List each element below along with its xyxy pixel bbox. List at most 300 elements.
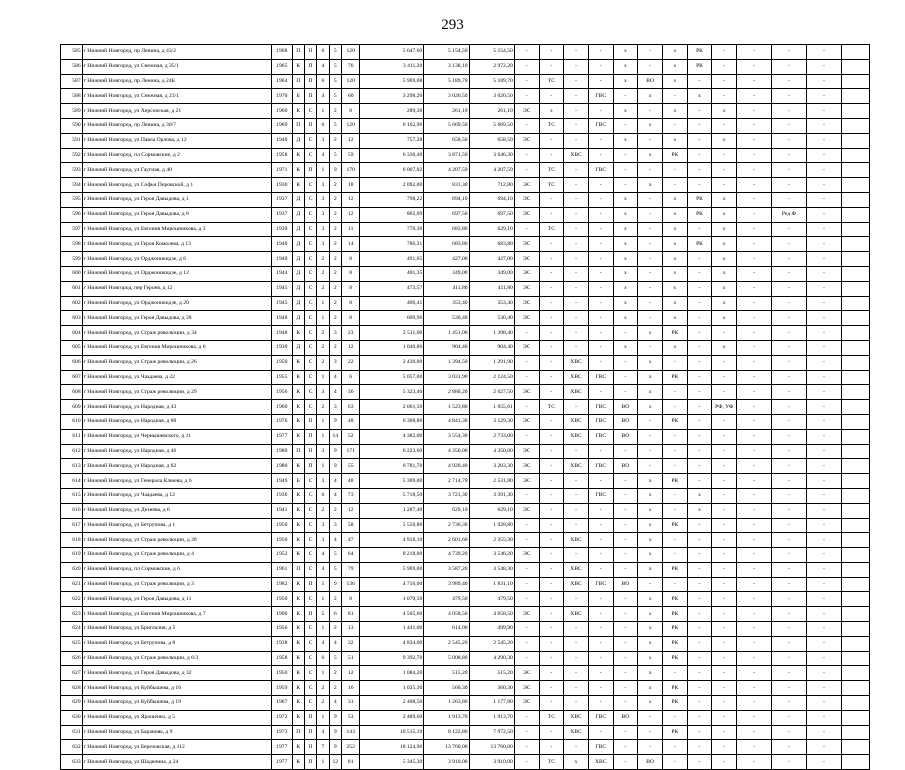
roof-type-cell: С <box>304 533 316 548</box>
service-cell: - <box>772 355 807 370</box>
row-number-cell: 598 <box>61 237 83 252</box>
address-cell: г Нижний Новгород, ул Софьи Перовской, д 1 <box>82 178 271 193</box>
service-cell: ТС <box>539 710 564 725</box>
service-cell: - <box>539 548 564 563</box>
total-area-cell: 6 007,02 <box>360 163 424 178</box>
wall-material-cell: Д <box>292 133 304 148</box>
service-cell: - <box>806 281 841 296</box>
total-area-cell: 406,41 <box>360 296 424 311</box>
service-cell: - <box>806 607 841 622</box>
roof-type-cell: С <box>304 548 316 563</box>
private-area-cell: 3 546,20 <box>469 548 514 563</box>
service-cell: - <box>806 74 841 89</box>
wall-material-cell: К <box>292 385 304 400</box>
year-cell: 1955 <box>271 370 292 385</box>
roof-type-cell: С <box>304 503 316 518</box>
living-area-cell: 694,10 <box>424 192 469 207</box>
service-cell: - <box>564 474 589 489</box>
service-cell: - <box>806 192 841 207</box>
table-row <box>61 385 870 400</box>
service-cell: х <box>712 222 737 237</box>
wall-material-cell: К <box>292 370 304 385</box>
empty-cell <box>841 622 869 637</box>
service-cell: - <box>806 755 841 770</box>
service-cell: х <box>638 370 663 385</box>
service-cell: - <box>662 385 687 400</box>
service-cell: - <box>737 192 772 207</box>
service-cell: - <box>712 444 737 459</box>
table-row <box>61 400 870 415</box>
apartments-cell: 170 <box>341 163 360 178</box>
roof-type-cell: П <box>304 740 316 755</box>
service-cell: - <box>638 281 663 296</box>
service-cell: ТС <box>539 400 564 415</box>
service-cell: ЭС <box>514 385 539 400</box>
service-cell: - <box>687 518 712 533</box>
apartments-cell: 252 <box>341 740 360 755</box>
entrances-cell: 2 <box>329 207 341 222</box>
total-area-cell: 5 345,30 <box>360 755 424 770</box>
entrances-cell: 5 <box>329 562 341 577</box>
address-cell: г Нижний Новгород, ул Героя Давыдова, д 1 <box>82 192 271 207</box>
table-row <box>61 252 870 267</box>
service-cell: РК <box>662 148 687 163</box>
service-cell: - <box>564 74 589 89</box>
apartments-cell: 52 <box>341 429 360 444</box>
table-row <box>61 503 870 518</box>
service-cell: - <box>613 89 638 104</box>
service-cell: х <box>662 340 687 355</box>
row-number-cell: 633 <box>61 755 83 770</box>
private-area-cell: 629,10 <box>469 503 514 518</box>
floors-cell: 4 <box>317 148 329 163</box>
service-cell: РК <box>687 45 712 60</box>
private-area-cell: 1 291,90 <box>469 355 514 370</box>
service-cell: - <box>687 133 712 148</box>
roof-type-cell: П <box>304 459 316 474</box>
floors-cell: 2 <box>317 503 329 518</box>
service-cell: - <box>514 710 539 725</box>
service-cell: - <box>712 474 737 489</box>
roof-type-cell: П <box>304 755 316 770</box>
service-cell: - <box>613 651 638 666</box>
service-cell: - <box>662 533 687 548</box>
service-cell: - <box>687 592 712 607</box>
service-cell: - <box>806 429 841 444</box>
service-cell: - <box>687 577 712 592</box>
year-cell: 1965 <box>271 59 292 74</box>
wall-material-cell: Д <box>292 296 304 311</box>
service-cell: - <box>662 666 687 681</box>
row-number-cell: 599 <box>61 252 83 267</box>
floors-cell: 1 <box>317 414 329 429</box>
living-area-cell: 4 058,50 <box>424 607 469 622</box>
entrances-cell: 2 <box>329 178 341 193</box>
service-cell: - <box>712 533 737 548</box>
year-cell: 1949 <box>271 474 292 489</box>
service-cell: - <box>737 45 772 60</box>
total-area-cell: 4 505,60 <box>360 607 424 622</box>
service-cell: - <box>737 636 772 651</box>
private-area-cell: 1 913,70 <box>469 710 514 725</box>
service-cell: - <box>514 518 539 533</box>
roof-type-cell: П <box>304 414 316 429</box>
address-cell: г Нижний Новгород, ул Чернышевского, д 11 <box>82 429 271 444</box>
service-cell: - <box>806 710 841 725</box>
service-cell: - <box>539 385 564 400</box>
service-cell: ЭС <box>514 237 539 252</box>
table-row <box>61 577 870 592</box>
service-cell: ГВС <box>588 163 613 178</box>
apartments-cell: 120 <box>341 118 360 133</box>
service-cell: - <box>772 548 807 563</box>
service-cell: - <box>613 148 638 163</box>
service-cell: - <box>613 740 638 755</box>
empty-cell <box>841 636 869 651</box>
apartments-cell: 120 <box>341 74 360 89</box>
apartments-cell: 12 <box>341 133 360 148</box>
address-cell: г Нижний Новгород, ул Страж революции, д 4 <box>82 548 271 563</box>
service-cell: х <box>662 45 687 60</box>
service-cell: - <box>737 607 772 622</box>
service-cell: - <box>772 696 807 711</box>
wall-material-cell: К <box>292 414 304 429</box>
year-cell: 1976 <box>271 414 292 429</box>
service-cell: РК <box>662 622 687 637</box>
apartments-cell: 143 <box>341 725 360 740</box>
floors-cell: 3 <box>317 385 329 400</box>
table-row <box>61 592 870 607</box>
service-cell: х <box>638 636 663 651</box>
service-cell: - <box>564 296 589 311</box>
service-cell: х <box>638 681 663 696</box>
private-area-cell: 5 189,70 <box>469 74 514 89</box>
apartments-cell: 79 <box>341 562 360 577</box>
private-area-cell: 360,30 <box>469 681 514 696</box>
service-cell: - <box>712 740 737 755</box>
private-area-cell: 479,50 <box>469 592 514 607</box>
service-cell: - <box>564 326 589 341</box>
entrances-cell: 4 <box>329 385 341 400</box>
service-cell: ГВС <box>588 118 613 133</box>
floors-cell: 1 <box>317 163 329 178</box>
service-cell: - <box>737 266 772 281</box>
apartments-cell: 8 <box>341 296 360 311</box>
service-cell: - <box>687 400 712 415</box>
entrances-cell: 2 <box>329 192 341 207</box>
total-area-cell: 1 040,86 <box>360 340 424 355</box>
service-cell: - <box>613 163 638 178</box>
service-cell: - <box>712 622 737 637</box>
apartments-cell: 136 <box>341 577 360 592</box>
entrances-cell: 5 <box>329 548 341 563</box>
service-cell: х <box>638 148 663 163</box>
service-cell: РК <box>662 326 687 341</box>
total-area-cell: 2 489,60 <box>360 710 424 725</box>
table-row <box>61 163 870 178</box>
service-cell: - <box>613 666 638 681</box>
living-area-cell: 479,50 <box>424 592 469 607</box>
row-number-cell: 614 <box>61 474 83 489</box>
service-cell: - <box>613 518 638 533</box>
service-cell: - <box>772 444 807 459</box>
floors-cell: 1 <box>317 429 329 444</box>
row-number-cell: 607 <box>61 370 83 385</box>
private-area-cell: 353,40 <box>469 296 514 311</box>
service-cell: - <box>564 118 589 133</box>
empty-cell <box>841 370 869 385</box>
service-cell: - <box>613 355 638 370</box>
empty-cell <box>841 163 869 178</box>
living-area-cell: 13 760,00 <box>424 740 469 755</box>
private-area-cell: 349,00 <box>469 266 514 281</box>
service-cell: - <box>539 45 564 60</box>
service-cell: - <box>539 636 564 651</box>
address-cell: г Нижний Новгород, ул Страж революции, д 3 <box>82 577 271 592</box>
service-cell: - <box>638 311 663 326</box>
service-cell: - <box>687 696 712 711</box>
entrances-cell: 3 <box>329 326 341 341</box>
service-cell: - <box>687 163 712 178</box>
service-cell: - <box>638 577 663 592</box>
service-cell: - <box>737 562 772 577</box>
apartments-cell: 12 <box>341 503 360 518</box>
total-area-cell: 473,57 <box>360 281 424 296</box>
service-cell: - <box>588 222 613 237</box>
service-cell: х <box>712 133 737 148</box>
entrances-cell: 4 <box>329 370 341 385</box>
service-cell: - <box>772 311 807 326</box>
service-cell: - <box>737 400 772 415</box>
service-cell: - <box>613 326 638 341</box>
service-cell: ХВС <box>564 562 589 577</box>
private-area-cell: 2 355,30 <box>469 533 514 548</box>
year-cell: 1980 <box>271 459 292 474</box>
service-cell: х <box>638 400 663 415</box>
wall-material-cell: П <box>292 45 304 60</box>
private-area-cell: 1 928,80 <box>469 518 514 533</box>
roof-type-cell: П <box>304 577 316 592</box>
address-cell: г Нижний Новгород, ул Народная, д 80 <box>82 414 271 429</box>
private-area-cell: 904,40 <box>469 340 514 355</box>
service-cell: - <box>772 178 807 193</box>
service-cell: - <box>806 340 841 355</box>
service-cell: - <box>806 385 841 400</box>
floors-cell: 6 <box>317 74 329 89</box>
service-cell: - <box>737 148 772 163</box>
service-cell: - <box>772 503 807 518</box>
service-cell: - <box>712 725 737 740</box>
service-cell: - <box>806 444 841 459</box>
service-cell: х <box>638 355 663 370</box>
service-cell: - <box>772 326 807 341</box>
year-cell: 1971 <box>271 163 292 178</box>
row-number-cell: 617 <box>61 518 83 533</box>
page-number: 293 <box>441 17 464 33</box>
service-cell: - <box>806 592 841 607</box>
private-area-cell: 629,10 <box>469 222 514 237</box>
service-cell: - <box>712 636 737 651</box>
service-cell: - <box>514 562 539 577</box>
floors-cell: 6 <box>317 45 329 60</box>
service-cell: х <box>662 74 687 89</box>
living-area-cell: 411,80 <box>424 281 469 296</box>
year-cell: 1972 <box>271 710 292 725</box>
service-cell: - <box>613 622 638 637</box>
wall-material-cell: К <box>292 577 304 592</box>
row-number-cell: 613 <box>61 459 83 474</box>
floors-cell: 2 <box>317 696 329 711</box>
service-cell: - <box>514 400 539 415</box>
service-cell: х <box>638 666 663 681</box>
year-cell: 1930 <box>271 340 292 355</box>
entrances-cell: 5 <box>329 45 341 60</box>
service-cell: - <box>737 370 772 385</box>
service-cell: - <box>687 148 712 163</box>
total-area-cell: 609,96 <box>360 311 424 326</box>
living-area-cell: 1 913,70 <box>424 710 469 725</box>
living-area-cell: 1 523,80 <box>424 400 469 415</box>
roof-type-cell: С <box>304 252 316 267</box>
service-cell: - <box>539 237 564 252</box>
service-cell: ЭС <box>514 281 539 296</box>
total-area-cell: 5 550,80 <box>360 518 424 533</box>
service-cell: х <box>613 207 638 222</box>
total-area-cell: 786,31 <box>360 237 424 252</box>
service-cell: - <box>806 577 841 592</box>
table-row <box>61 355 870 370</box>
address-cell: г Нижний Новгород, ул Снежная, д 35/1 <box>82 59 271 74</box>
service-cell: - <box>772 533 807 548</box>
service-cell: - <box>712 651 737 666</box>
service-cell: - <box>588 444 613 459</box>
entrances-cell: 9 <box>329 740 341 755</box>
roof-type-cell: П <box>304 607 316 622</box>
empty-cell <box>841 414 869 429</box>
service-cell: - <box>687 252 712 267</box>
floors-cell: 1 <box>317 459 329 474</box>
service-cell: РК <box>662 474 687 489</box>
table-row <box>61 296 870 311</box>
service-cell: - <box>687 281 712 296</box>
service-cell: ЭС <box>514 178 539 193</box>
table-row <box>61 740 870 755</box>
total-area-cell: 4 918,10 <box>360 533 424 548</box>
year-cell: 1930 <box>271 178 292 193</box>
entrances-cell: 4 <box>329 474 341 489</box>
total-area-cell: 6 162,90 <box>360 118 424 133</box>
empty-cell <box>841 222 869 237</box>
floors-cell: 1 <box>317 666 329 681</box>
roof-type-cell: С <box>304 104 316 119</box>
year-cell: 1956 <box>271 622 292 637</box>
year-cell: 1977 <box>271 755 292 770</box>
service-cell: - <box>613 533 638 548</box>
empty-cell <box>841 148 869 163</box>
row-number-cell: 621 <box>61 577 83 592</box>
service-cell: - <box>514 577 539 592</box>
roof-type-cell: С <box>304 207 316 222</box>
service-cell: - <box>662 488 687 503</box>
service-cell: - <box>662 548 687 563</box>
year-cell: 1937 <box>271 207 292 222</box>
service-cell: - <box>772 400 807 415</box>
service-cell: - <box>638 740 663 755</box>
service-cell: - <box>772 385 807 400</box>
year-cell: 1960 <box>271 104 292 119</box>
empty-cell <box>841 444 869 459</box>
living-area-cell: 683,80 <box>424 237 469 252</box>
service-cell: - <box>564 681 589 696</box>
empty-cell <box>841 429 869 444</box>
service-cell: - <box>662 178 687 193</box>
total-area-cell: 6 223,60 <box>360 444 424 459</box>
row-number-cell: 605 <box>61 340 83 355</box>
year-cell: 1980 <box>271 444 292 459</box>
floors-cell: 6 <box>317 651 329 666</box>
year-cell: 1970 <box>271 89 292 104</box>
address-cell: г Нижний Новгород, ул Страж революции, д 29 <box>82 385 271 400</box>
table-row <box>61 488 870 503</box>
service-cell: - <box>687 385 712 400</box>
apartments-cell: 8 <box>341 104 360 119</box>
service-cell: - <box>564 518 589 533</box>
service-cell: - <box>687 755 712 770</box>
floors-cell: 3 <box>317 237 329 252</box>
service-cell: - <box>514 592 539 607</box>
service-cell: - <box>712 59 737 74</box>
service-cell: х <box>613 133 638 148</box>
address-cell: г Нижний Новгород, ул Евгения Мирошникова, д 3 <box>82 222 271 237</box>
wall-material-cell: К <box>292 710 304 725</box>
empty-cell <box>841 740 869 755</box>
service-cell: - <box>564 311 589 326</box>
roof-type-cell: С <box>304 400 316 415</box>
table-row <box>61 414 870 429</box>
year-cell: 1977 <box>271 740 292 755</box>
service-cell: - <box>687 740 712 755</box>
private-area-cell: 499,90 <box>469 622 514 637</box>
floors-cell: 3 <box>317 444 329 459</box>
service-cell: ХВС <box>564 429 589 444</box>
year-cell: 1945 <box>271 296 292 311</box>
year-cell: 1967 <box>271 696 292 711</box>
empty-cell <box>841 400 869 415</box>
service-cell: ВО <box>613 400 638 415</box>
apartments-cell: 16 <box>341 681 360 696</box>
service-cell: - <box>564 45 589 60</box>
service-cell: - <box>564 488 589 503</box>
table-row <box>61 133 870 148</box>
service-cell: - <box>806 622 841 637</box>
service-cell: - <box>638 45 663 60</box>
service-cell: - <box>712 488 737 503</box>
apartments-cell: 55 <box>341 459 360 474</box>
roof-type-cell: С <box>304 681 316 696</box>
year-cell: 1948 <box>271 311 292 326</box>
living-area-cell: 4 841,30 <box>424 414 469 429</box>
housing-register-table <box>60 44 870 770</box>
total-area-cell: 802,09 <box>360 207 424 222</box>
table-row <box>61 696 870 711</box>
entrances-cell: 2 <box>329 311 341 326</box>
row-number-cell: 595 <box>61 192 83 207</box>
entrances-cell: 2 <box>329 266 341 281</box>
address-cell: г Нижний Новгород, ул Генерала Клюева, д 6 <box>82 474 271 489</box>
service-cell: - <box>806 118 841 133</box>
wall-material-cell: К <box>292 518 304 533</box>
table-row <box>61 459 870 474</box>
